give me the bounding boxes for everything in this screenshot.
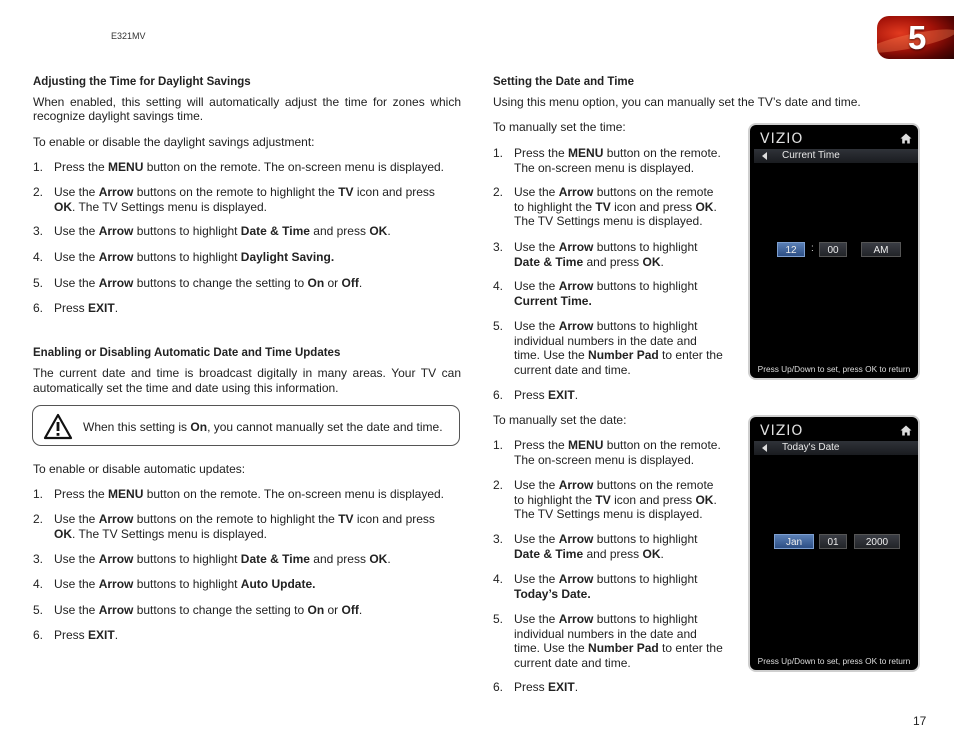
warning-triangle-icon	[43, 413, 73, 440]
section-heading-auto-update: Enabling or Disabling Automatic Date and Time Updates	[33, 347, 341, 359]
menu-title-bar	[754, 149, 918, 163]
screen-instructions: Press Up/Down to set, press OK to return	[757, 656, 911, 666]
warning-text: When this setting is On, you cannot manually set the date and time.	[83, 420, 443, 434]
daylight-lead: To enable or disable the daylight savings adjustment:	[33, 135, 315, 149]
section-heading-set-date-time: Setting the Date and Time	[493, 76, 635, 88]
auto-intro-line2: automatically set the time and date using this information.	[33, 381, 339, 395]
vizio-logo: VIZIO	[760, 131, 804, 147]
month-field[interactable]: Jan	[774, 534, 814, 549]
menu-title: Today's Date	[782, 442, 840, 453]
vizio-logo: VIZIO	[760, 423, 804, 439]
chapter-tab	[877, 16, 954, 59]
model-number: E321MV	[111, 31, 146, 41]
back-arrow-icon	[762, 444, 767, 452]
screen-instructions: Press Up/Down to set, press OK to return	[757, 364, 911, 374]
tv-screen-current-time	[748, 123, 920, 380]
page-number: 17	[913, 714, 927, 728]
date-lead: To manually set the date:	[493, 413, 627, 427]
daylight-intro-line1: When enabled, this setting will automatically adjust the time for zones which	[33, 95, 461, 109]
day-field[interactable]: 01	[819, 534, 847, 549]
auto-intro-line1: The current date and time is broadcast digitally in many areas. Your TV can	[33, 366, 461, 380]
auto-lead: To enable or disable automatic updates:	[33, 462, 246, 476]
warning-callout	[32, 405, 460, 446]
home-icon	[900, 133, 912, 144]
minute-field[interactable]: 00	[819, 242, 847, 257]
time-separator: :	[811, 243, 814, 254]
section-heading-daylight: Adjusting the Time for Daylight Savings	[33, 76, 251, 88]
home-icon	[900, 425, 912, 436]
tv-screen-todays-date	[748, 415, 920, 672]
menu-title: Current Time	[782, 150, 840, 161]
daylight-intro-line2: recognize daylight savings time.	[33, 109, 204, 123]
back-arrow-icon	[762, 152, 767, 160]
year-field[interactable]: 2000	[854, 534, 900, 549]
set-date-time-intro: Using this menu option, you can manually set the TV’s date and time.	[493, 95, 861, 109]
chapter-number: 5	[908, 19, 927, 56]
menu-title-bar	[754, 441, 918, 455]
time-lead: To manually set the time:	[493, 120, 626, 134]
hour-field[interactable]: 12	[777, 242, 805, 257]
ampm-field[interactable]: AM	[861, 242, 901, 257]
